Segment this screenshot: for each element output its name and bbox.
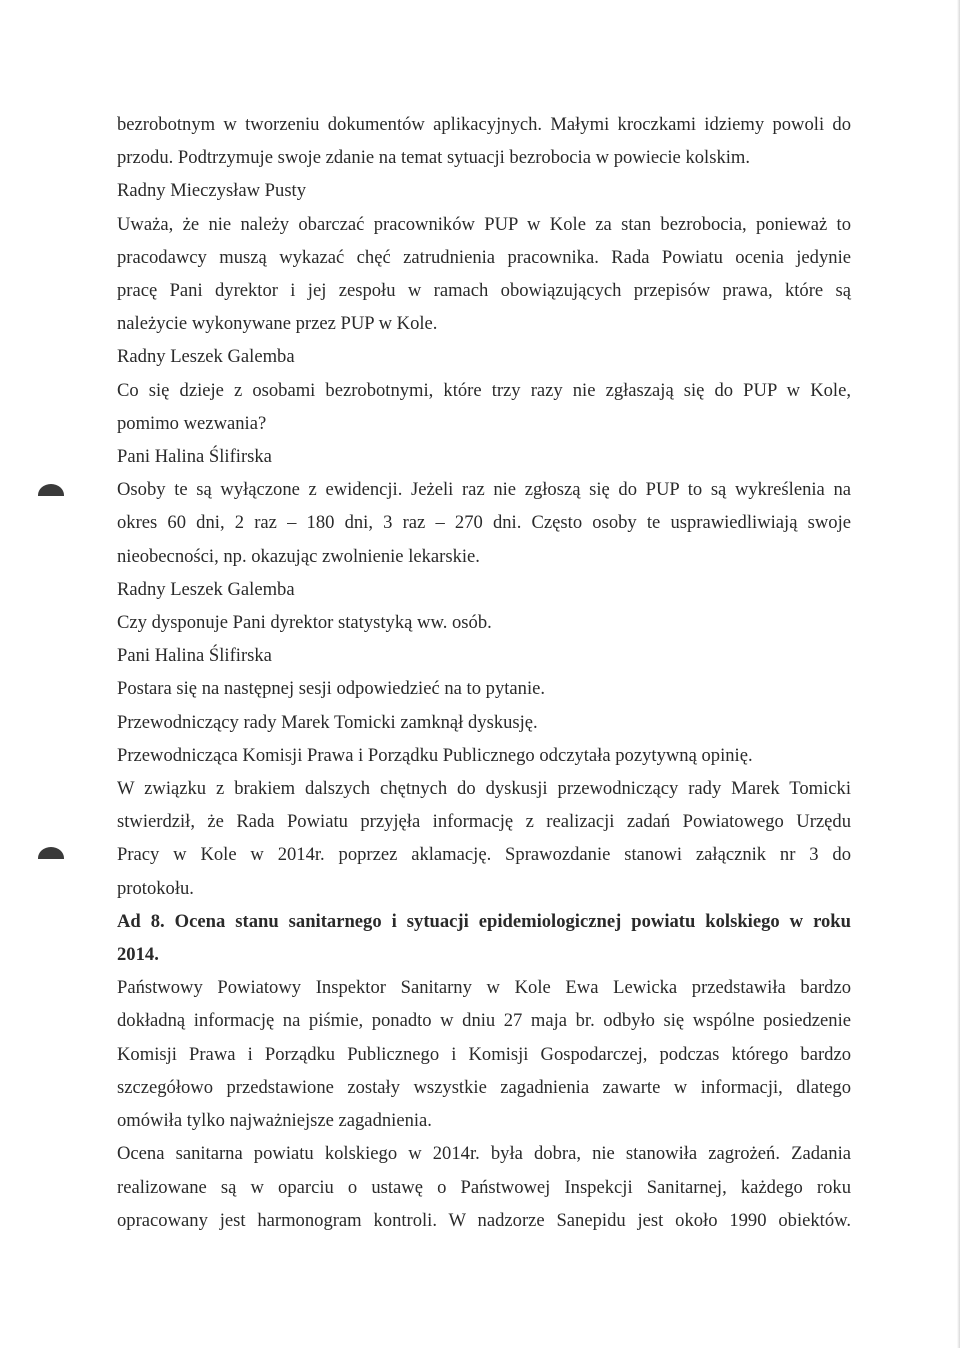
- text-line: okres 60 dni, 2 raz – 180 dni, 3 raz – 270 dni. Często osoby te usprawiedliwiają swoje: [117, 512, 851, 534]
- text-line: protokołu.: [117, 877, 194, 899]
- text-line: Co się dzieje z osobami bezrobotnymi, które trzy razy nie zgłaszają się do PUP w Kole,: [117, 379, 851, 401]
- text-line: nieobecności, np. okazując zwolnienie lekarskie.: [117, 545, 480, 567]
- text-line: Radny Leszek Galemba: [117, 346, 295, 368]
- text-line: bezrobotnym w tworzeniu dokumentów aplikacyjnych. Małymi kroczkami idziemy powoli do: [117, 114, 851, 135]
- text-line: Postara się na następnej sesji odpowiedzieć na to pytanie.: [117, 678, 546, 700]
- text-line: omówiła tylko najważniejsze zagadnienia.: [117, 1110, 432, 1132]
- text-line: Państwowy Powiatowy Inspektor Sanitarny w Kole Ewa Lewicka przedstawiła bardzo: [117, 977, 851, 999]
- text-line: przodu. Podtrzymuje swoje zdanie na temat sytuacji bezrobocia w powiecie kolskim.: [117, 147, 751, 169]
- text-line: pracodawcy muszą wykazać chęć zatrudnienia pracownika. Rada Powiatu ocenia jedynie: [117, 246, 851, 268]
- text-line: W związku z brakiem dalszych chętnych do dyskusji przewodniczący rady Marek Tomicki: [117, 778, 851, 800]
- section-heading-line: Ad 8. Ocena stanu sanitarnego i sytuacji epidemiologicznej powiatu kolskiego w roku: [117, 910, 851, 932]
- hole-punch-mark: [38, 484, 64, 496]
- section-heading-line: 2014.: [117, 944, 159, 966]
- text-line: Komisji Prawa i Porządku Publicznego i Komisji Gospodarczej, podczas którego bardzo: [117, 1043, 851, 1065]
- text-line: Przewodniczący rady Marek Tomicki zamknął dyskusję.: [117, 711, 538, 733]
- hole-punch-mark: [38, 847, 64, 859]
- text-line: opracowany jest harmonogram kontroli. W nadzorze Sanepidu jest około 1990 obiektów.: [117, 1209, 851, 1231]
- text-line: Pani Halina Ślifirska: [117, 446, 272, 468]
- text-line: dokładną informację na piśmie, ponadto w dniu 27 maja br. odbyło się wspólne posiedzenie: [117, 1010, 851, 1032]
- text-line: Pracy w Kole w 2014r. poprzez aklamację. Sprawozdanie stanowi załącznik nr 3 do: [117, 844, 851, 866]
- text-line: Przewodnicząca Komisji Prawa i Porządku Publicznego odczytała pozytywną opinię.: [117, 744, 753, 766]
- text-line: pracę Pani dyrektor i jej zespołu w ramach obowiązujących przepisów prawa, które są: [117, 280, 851, 302]
- text-line: realizowane są w oparciu o ustawę o Państwowej Inspekcji Sanitarnej, każdego roku: [117, 1176, 851, 1198]
- text-line: pomimo wezwania?: [117, 412, 267, 434]
- text-line: Radny Leszek Galemba: [117, 578, 295, 600]
- text-line: należycie wykonywane przez PUP w Kole.: [117, 313, 438, 335]
- text-line: szczegółowo przedstawione zostały wszystkie zagadnienia zawarte w informacji, dlatego: [117, 1076, 851, 1098]
- text-line: stwierdził, że Rada Powiatu przyjęła informację z realizacji zadań Powiatowego Urzędu: [117, 811, 851, 833]
- document-page: [117, 108, 851, 1237]
- text-line: Osoby te są wyłączone z ewidencji. Jeżeli raz nie zgłoszą się do PUP to są wykreślenia na: [117, 479, 851, 501]
- text-line: Uważa, że nie należy obarczać pracowników PUP w Kole za stan bezrobocia, ponieważ to: [117, 213, 851, 235]
- text-line: Radny Mieczysław Pusty: [117, 180, 307, 202]
- text-line: Pani Halina Ślifirska: [117, 645, 272, 667]
- text-line: Czy dysponuje Pani dyrektor statystyką ww. osób.: [117, 612, 492, 634]
- text-line: Ocena sanitarna powiatu kolskiego w 2014r. była dobra, nie stanowiła zagrożeń. Zadania: [117, 1143, 851, 1165]
